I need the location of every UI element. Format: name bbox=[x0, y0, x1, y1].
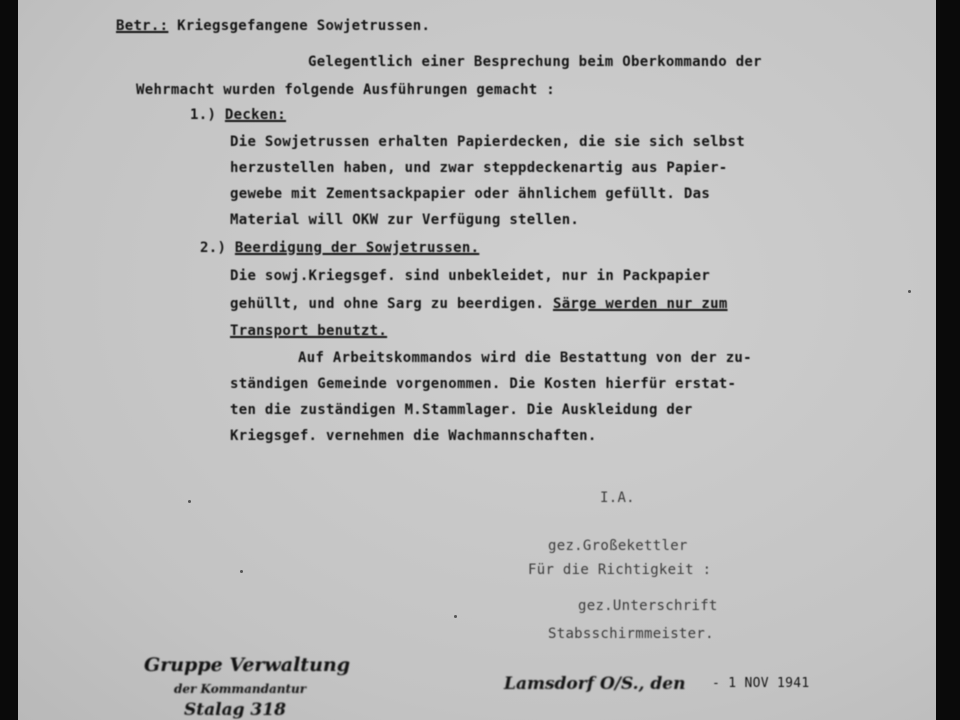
item2-line-2a: gehüllt, und ohne Sarg zu beerdigen. bbox=[230, 296, 545, 312]
item2-line-1: Die sowj.Kriegsgef. sind unbekleidet, nur in Packpapier bbox=[230, 268, 711, 284]
signature-rank: Stabsschirmmeister. bbox=[548, 626, 714, 642]
item1-line: Material will OKW zur Verfügung stellen. bbox=[230, 212, 580, 228]
item1-number: 1.) bbox=[190, 107, 217, 123]
item2-heading: Beerdigung der Sowjetrussen. bbox=[234, 240, 480, 256]
item2-para2-line: Kriegsgef. vernehmen die Wachmannschaften. bbox=[230, 428, 597, 444]
subject-line bbox=[116, 18, 430, 34]
item1-heading: Decken: bbox=[224, 107, 287, 123]
dateline-place: Lamsdorf O/S., den bbox=[504, 674, 686, 694]
subject-text: Kriegsgefangene Sowjetrussen. bbox=[177, 18, 431, 34]
signature-for-line: Für die Richtigkeit : bbox=[528, 562, 712, 578]
item1-line: gewebe mit Zementsackpapier oder ähnlichem gefüllt. Das bbox=[230, 186, 711, 202]
paper-speck bbox=[188, 500, 191, 503]
item1-header bbox=[190, 107, 286, 123]
intro-line-2: Wehrmacht wurden folgende Ausführungen gemacht : bbox=[136, 82, 555, 98]
item2-header bbox=[200, 240, 479, 256]
item1-line: Die Sowjetrussen erhalten Papierdecken, die sie sich selbst bbox=[230, 134, 745, 150]
item2-line-2b: Särge werden nur zum bbox=[552, 296, 728, 312]
stamp-line-3: Stalag 318 bbox=[184, 700, 286, 720]
intro-line-1: Gelegentlich einer Besprechung beim Oberkommando der bbox=[308, 54, 762, 70]
paper-speck bbox=[240, 570, 243, 573]
item2-number: 2.) bbox=[200, 240, 227, 256]
item1-line: herzustellen haben, und zwar steppdeckenartig aus Papier- bbox=[230, 160, 728, 176]
stamp-line-1: Gruppe Verwaltung bbox=[144, 654, 350, 676]
subject-label: Betr.: bbox=[116, 18, 169, 34]
item2-para2-line: ständigen Gemeinde vorgenommen. Die Kosten hierfür erstat- bbox=[230, 376, 737, 392]
stamp-line-2: der Kommandantur bbox=[174, 682, 307, 696]
signature-signed-by: gez.Unterschrift bbox=[578, 598, 718, 614]
item2-line-2 bbox=[230, 296, 728, 312]
item2-para2-line: Auf Arbeitskommandos wird die Bestattung von der zu- bbox=[298, 350, 752, 366]
item2-line-3: Transport benutzt. bbox=[230, 323, 388, 339]
signature-ia: I.A. bbox=[600, 490, 635, 506]
signature-name: gez.Großekettler bbox=[548, 538, 688, 554]
paper-speck bbox=[454, 615, 457, 618]
paper-speck bbox=[908, 290, 911, 293]
document-page bbox=[18, 0, 936, 720]
item2-para2-line: ten die zuständigen M.Stammlager. Die Auskleidung der bbox=[230, 402, 693, 418]
dateline-date: - 1 NOV 1941 bbox=[712, 676, 810, 691]
